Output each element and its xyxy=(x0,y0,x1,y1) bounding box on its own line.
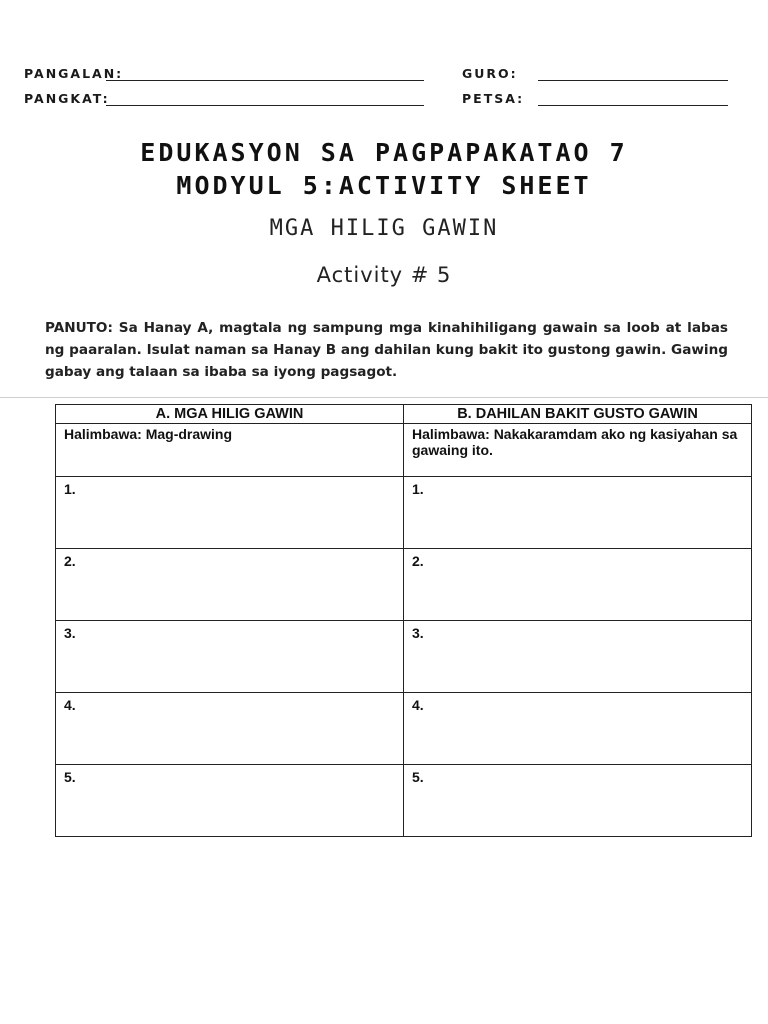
activity-subtitle: MGA HILIG GAWIN xyxy=(269,216,499,241)
module-title: MODYUL 5:ACTIVITY SHEET xyxy=(176,171,592,200)
table-row xyxy=(56,621,752,693)
example-activity-cell: Halimbawa: Mag-drawing xyxy=(56,424,404,477)
name-teacher-row xyxy=(24,66,728,86)
activity-cell-3[interactable]: 3. xyxy=(56,621,404,693)
reason-cell-4[interactable]: 4. xyxy=(404,693,752,765)
table-row xyxy=(56,765,752,837)
column-header-a: A. MGA HILIG GAWIN xyxy=(56,405,404,424)
example-reason-cell: Halimbawa: Nakakaramdam ako ng kasiyahan sa gawaing ito. xyxy=(404,424,752,477)
section-date-row xyxy=(24,91,728,111)
subject-title: EDUKASYON SA PAGPAPAKATAO 7 xyxy=(140,138,628,167)
pangkat-label: PANGKAT: xyxy=(24,91,110,106)
pangkat-field[interactable] xyxy=(106,105,424,106)
petsa-label: PETSA: xyxy=(462,91,525,106)
pangalan-label: PANGALAN: xyxy=(24,66,124,81)
activity-cell-2[interactable]: 2. xyxy=(56,549,404,621)
divider xyxy=(0,397,768,398)
reason-cell-2[interactable]: 2. xyxy=(404,549,752,621)
reason-cell-5[interactable]: 5. xyxy=(404,765,752,837)
table-row xyxy=(56,549,752,621)
table-row xyxy=(56,693,752,765)
example-row xyxy=(56,424,752,477)
pangalan-field[interactable] xyxy=(106,80,424,81)
instructions-text: PANUTO: Sa Hanay A, magtala ng sampung mga kinahihiligang gawain sa loob at labas ng paaralan. Isulat naman sa Hanay B ang dahilan kung bakit ito gustong gawin. Gawing gabay ang talaan sa ibaba sa iyong pagsagot. xyxy=(45,320,728,380)
activity-table xyxy=(55,404,752,837)
activity-cell-1[interactable]: 1. xyxy=(56,477,404,549)
activity-cell-4[interactable]: 4. xyxy=(56,693,404,765)
column-header-b: B. DAHILAN BAKIT GUSTO GAWIN xyxy=(404,405,752,424)
table-row xyxy=(56,477,752,549)
guro-label: GURO: xyxy=(462,66,518,81)
guro-field[interactable] xyxy=(538,80,728,81)
activity-cell-5[interactable]: 5. xyxy=(56,765,404,837)
petsa-field[interactable] xyxy=(538,105,728,106)
reason-cell-3[interactable]: 3. xyxy=(404,621,752,693)
activity-number: Activity # 5 xyxy=(316,263,452,287)
reason-cell-1[interactable]: 1. xyxy=(404,477,752,549)
table-header-row xyxy=(56,405,752,424)
